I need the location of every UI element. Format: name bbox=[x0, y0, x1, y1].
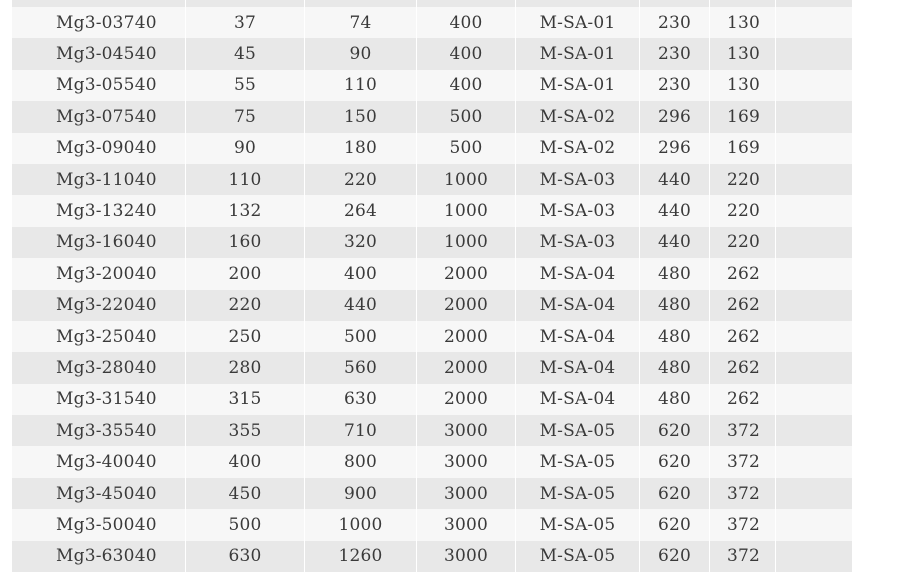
table-row bbox=[12, 478, 852, 509]
model-cell: Mg3-25040 bbox=[12, 321, 186, 352]
empty-cell bbox=[776, 7, 852, 38]
model-cell: Mg3-20040 bbox=[12, 258, 186, 289]
unit-model-cell: M-SA-02 bbox=[516, 133, 640, 164]
model-cell: Mg3-45040 bbox=[12, 478, 186, 509]
table-row bbox=[12, 321, 852, 352]
empty-cell bbox=[776, 415, 852, 446]
empty-cell bbox=[776, 290, 852, 321]
model-cell: Mg3-16040 bbox=[12, 227, 186, 258]
value-cell: 400 bbox=[417, 38, 516, 69]
empty-cell bbox=[776, 101, 852, 132]
model-cell: Mg3-04540 bbox=[12, 38, 186, 69]
value-cell: 75 bbox=[186, 101, 305, 132]
value-cell: 2000 bbox=[417, 258, 516, 289]
table-row bbox=[12, 446, 852, 477]
value-cell: 264 bbox=[305, 195, 417, 226]
value-cell: 45 bbox=[186, 38, 305, 69]
unit-model-cell: M-SA-01 bbox=[516, 70, 640, 101]
empty-cell bbox=[776, 352, 852, 383]
value-cell: 2000 bbox=[417, 290, 516, 321]
value-cell: 372 bbox=[710, 509, 776, 540]
table-row bbox=[12, 101, 852, 132]
model-cell: Mg3-31540 bbox=[12, 384, 186, 415]
value-cell: 169 bbox=[710, 101, 776, 132]
unit-model-cell: M-SA-05 bbox=[516, 478, 640, 509]
value-cell: 169 bbox=[710, 133, 776, 164]
value-cell: 262 bbox=[710, 321, 776, 352]
unit-model-cell: M-SA-04 bbox=[516, 258, 640, 289]
value-cell: 620 bbox=[640, 446, 710, 477]
value-cell: 74 bbox=[305, 7, 417, 38]
value-cell: 150 bbox=[305, 101, 417, 132]
model-cell: Mg3-07540 bbox=[12, 101, 186, 132]
empty-cell bbox=[776, 227, 852, 258]
value-cell: 440 bbox=[640, 227, 710, 258]
value-cell: 480 bbox=[640, 321, 710, 352]
value-cell: 90 bbox=[305, 38, 417, 69]
table-row bbox=[12, 509, 852, 540]
value-cell: 1000 bbox=[417, 227, 516, 258]
unit-model-cell: M-SA-03 bbox=[516, 195, 640, 226]
value-cell: 400 bbox=[305, 258, 417, 289]
value-cell: 400 bbox=[417, 7, 516, 38]
value-cell: 480 bbox=[640, 258, 710, 289]
value-cell: 630 bbox=[305, 384, 417, 415]
empty-cell bbox=[776, 478, 852, 509]
value-cell: 55 bbox=[186, 70, 305, 101]
table-row bbox=[12, 384, 852, 415]
model-cell: Mg3-11040 bbox=[12, 164, 186, 195]
value-cell: 262 bbox=[710, 352, 776, 383]
value-cell: 372 bbox=[710, 415, 776, 446]
value-cell: 372 bbox=[710, 541, 776, 572]
value-cell: 296 bbox=[640, 133, 710, 164]
table-body bbox=[12, 7, 852, 572]
value-cell: 480 bbox=[640, 290, 710, 321]
value-cell: 2000 bbox=[417, 352, 516, 383]
value-cell: 220 bbox=[305, 164, 417, 195]
value-cell: 37 bbox=[186, 7, 305, 38]
table-row bbox=[12, 70, 852, 101]
empty-cell bbox=[776, 38, 852, 69]
empty-cell bbox=[776, 446, 852, 477]
unit-model-cell: M-SA-01 bbox=[516, 7, 640, 38]
value-cell: 230 bbox=[640, 38, 710, 69]
value-cell: 130 bbox=[710, 7, 776, 38]
value-cell: 355 bbox=[186, 415, 305, 446]
value-cell: 500 bbox=[417, 133, 516, 164]
value-cell: 500 bbox=[186, 509, 305, 540]
table-row bbox=[12, 352, 852, 383]
value-cell: 320 bbox=[305, 227, 417, 258]
value-cell: 620 bbox=[640, 478, 710, 509]
model-cell: Mg3-28040 bbox=[12, 352, 186, 383]
empty-cell bbox=[776, 541, 852, 572]
table-row bbox=[12, 133, 852, 164]
value-cell: 500 bbox=[417, 101, 516, 132]
value-cell: 400 bbox=[417, 70, 516, 101]
unit-model-cell: M-SA-03 bbox=[516, 227, 640, 258]
table-row bbox=[12, 164, 852, 195]
unit-model-cell: M-SA-05 bbox=[516, 415, 640, 446]
value-cell: 262 bbox=[710, 258, 776, 289]
value-cell: 90 bbox=[186, 133, 305, 164]
model-cell: Mg3-13240 bbox=[12, 195, 186, 226]
model-cell: Mg3-03740 bbox=[12, 7, 186, 38]
empty-cell bbox=[776, 133, 852, 164]
value-cell: 220 bbox=[710, 227, 776, 258]
value-cell: 1260 bbox=[305, 541, 417, 572]
model-cell: Mg3-09040 bbox=[12, 133, 186, 164]
unit-model-cell: M-SA-05 bbox=[516, 541, 640, 572]
value-cell: 132 bbox=[186, 195, 305, 226]
empty-cell bbox=[776, 70, 852, 101]
value-cell: 620 bbox=[640, 509, 710, 540]
unit-model-cell: M-SA-04 bbox=[516, 384, 640, 415]
value-cell: 1000 bbox=[305, 509, 417, 540]
value-cell: 1000 bbox=[417, 164, 516, 195]
table-row bbox=[12, 541, 852, 572]
unit-model-cell: M-SA-03 bbox=[516, 164, 640, 195]
value-cell: 440 bbox=[305, 290, 417, 321]
value-cell: 200 bbox=[186, 258, 305, 289]
value-cell: 630 bbox=[186, 541, 305, 572]
table-row bbox=[12, 195, 852, 226]
empty-cell bbox=[776, 164, 852, 195]
value-cell: 800 bbox=[305, 446, 417, 477]
empty-cell bbox=[776, 384, 852, 415]
value-cell: 710 bbox=[305, 415, 417, 446]
value-cell: 450 bbox=[186, 478, 305, 509]
value-cell: 110 bbox=[305, 70, 417, 101]
table-row bbox=[12, 415, 852, 446]
model-cell: Mg3-63040 bbox=[12, 541, 186, 572]
model-cell: Mg3-50040 bbox=[12, 509, 186, 540]
table-row bbox=[12, 290, 852, 321]
value-cell: 315 bbox=[186, 384, 305, 415]
value-cell: 900 bbox=[305, 478, 417, 509]
model-cell: Mg3-35540 bbox=[12, 415, 186, 446]
value-cell: 3000 bbox=[417, 415, 516, 446]
value-cell: 262 bbox=[710, 384, 776, 415]
empty-cell bbox=[776, 321, 852, 352]
value-cell: 440 bbox=[640, 164, 710, 195]
empty-cell bbox=[776, 195, 852, 226]
value-cell: 280 bbox=[186, 352, 305, 383]
value-cell: 296 bbox=[640, 101, 710, 132]
unit-model-cell: M-SA-04 bbox=[516, 352, 640, 383]
value-cell: 560 bbox=[305, 352, 417, 383]
value-cell: 3000 bbox=[417, 446, 516, 477]
model-cell: Mg3-05540 bbox=[12, 70, 186, 101]
value-cell: 250 bbox=[186, 321, 305, 352]
value-cell: 130 bbox=[710, 38, 776, 69]
value-cell: 440 bbox=[640, 195, 710, 226]
value-cell: 3000 bbox=[417, 541, 516, 572]
model-cell: Mg3-22040 bbox=[12, 290, 186, 321]
value-cell: 220 bbox=[186, 290, 305, 321]
model-cell: Mg3-40040 bbox=[12, 446, 186, 477]
value-cell: 160 bbox=[186, 227, 305, 258]
value-cell: 620 bbox=[640, 415, 710, 446]
value-cell: 180 bbox=[305, 133, 417, 164]
value-cell: 400 bbox=[186, 446, 305, 477]
value-cell: 372 bbox=[710, 478, 776, 509]
unit-model-cell: M-SA-02 bbox=[516, 101, 640, 132]
value-cell: 3000 bbox=[417, 478, 516, 509]
value-cell: 2000 bbox=[417, 321, 516, 352]
value-cell: 2000 bbox=[417, 384, 516, 415]
value-cell: 220 bbox=[710, 164, 776, 195]
value-cell: 620 bbox=[640, 541, 710, 572]
value-cell: 3000 bbox=[417, 509, 516, 540]
value-cell: 480 bbox=[640, 352, 710, 383]
table-row bbox=[12, 258, 852, 289]
spec-table bbox=[12, 0, 852, 572]
value-cell: 230 bbox=[640, 7, 710, 38]
unit-model-cell: M-SA-04 bbox=[516, 321, 640, 352]
value-cell: 130 bbox=[710, 70, 776, 101]
value-cell: 500 bbox=[305, 321, 417, 352]
unit-model-cell: M-SA-04 bbox=[516, 290, 640, 321]
value-cell: 1000 bbox=[417, 195, 516, 226]
value-cell: 480 bbox=[640, 384, 710, 415]
unit-model-cell: M-SA-05 bbox=[516, 509, 640, 540]
table-row-partial bbox=[12, 0, 852, 7]
value-cell: 230 bbox=[640, 70, 710, 101]
table-row bbox=[12, 38, 852, 69]
value-cell: 220 bbox=[710, 195, 776, 226]
unit-model-cell: M-SA-05 bbox=[516, 446, 640, 477]
value-cell: 372 bbox=[710, 446, 776, 477]
value-cell: 262 bbox=[710, 290, 776, 321]
value-cell: 110 bbox=[186, 164, 305, 195]
unit-model-cell: M-SA-01 bbox=[516, 38, 640, 69]
empty-cell bbox=[776, 509, 852, 540]
table-row bbox=[12, 227, 852, 258]
empty-cell bbox=[776, 258, 852, 289]
table-row bbox=[12, 7, 852, 38]
